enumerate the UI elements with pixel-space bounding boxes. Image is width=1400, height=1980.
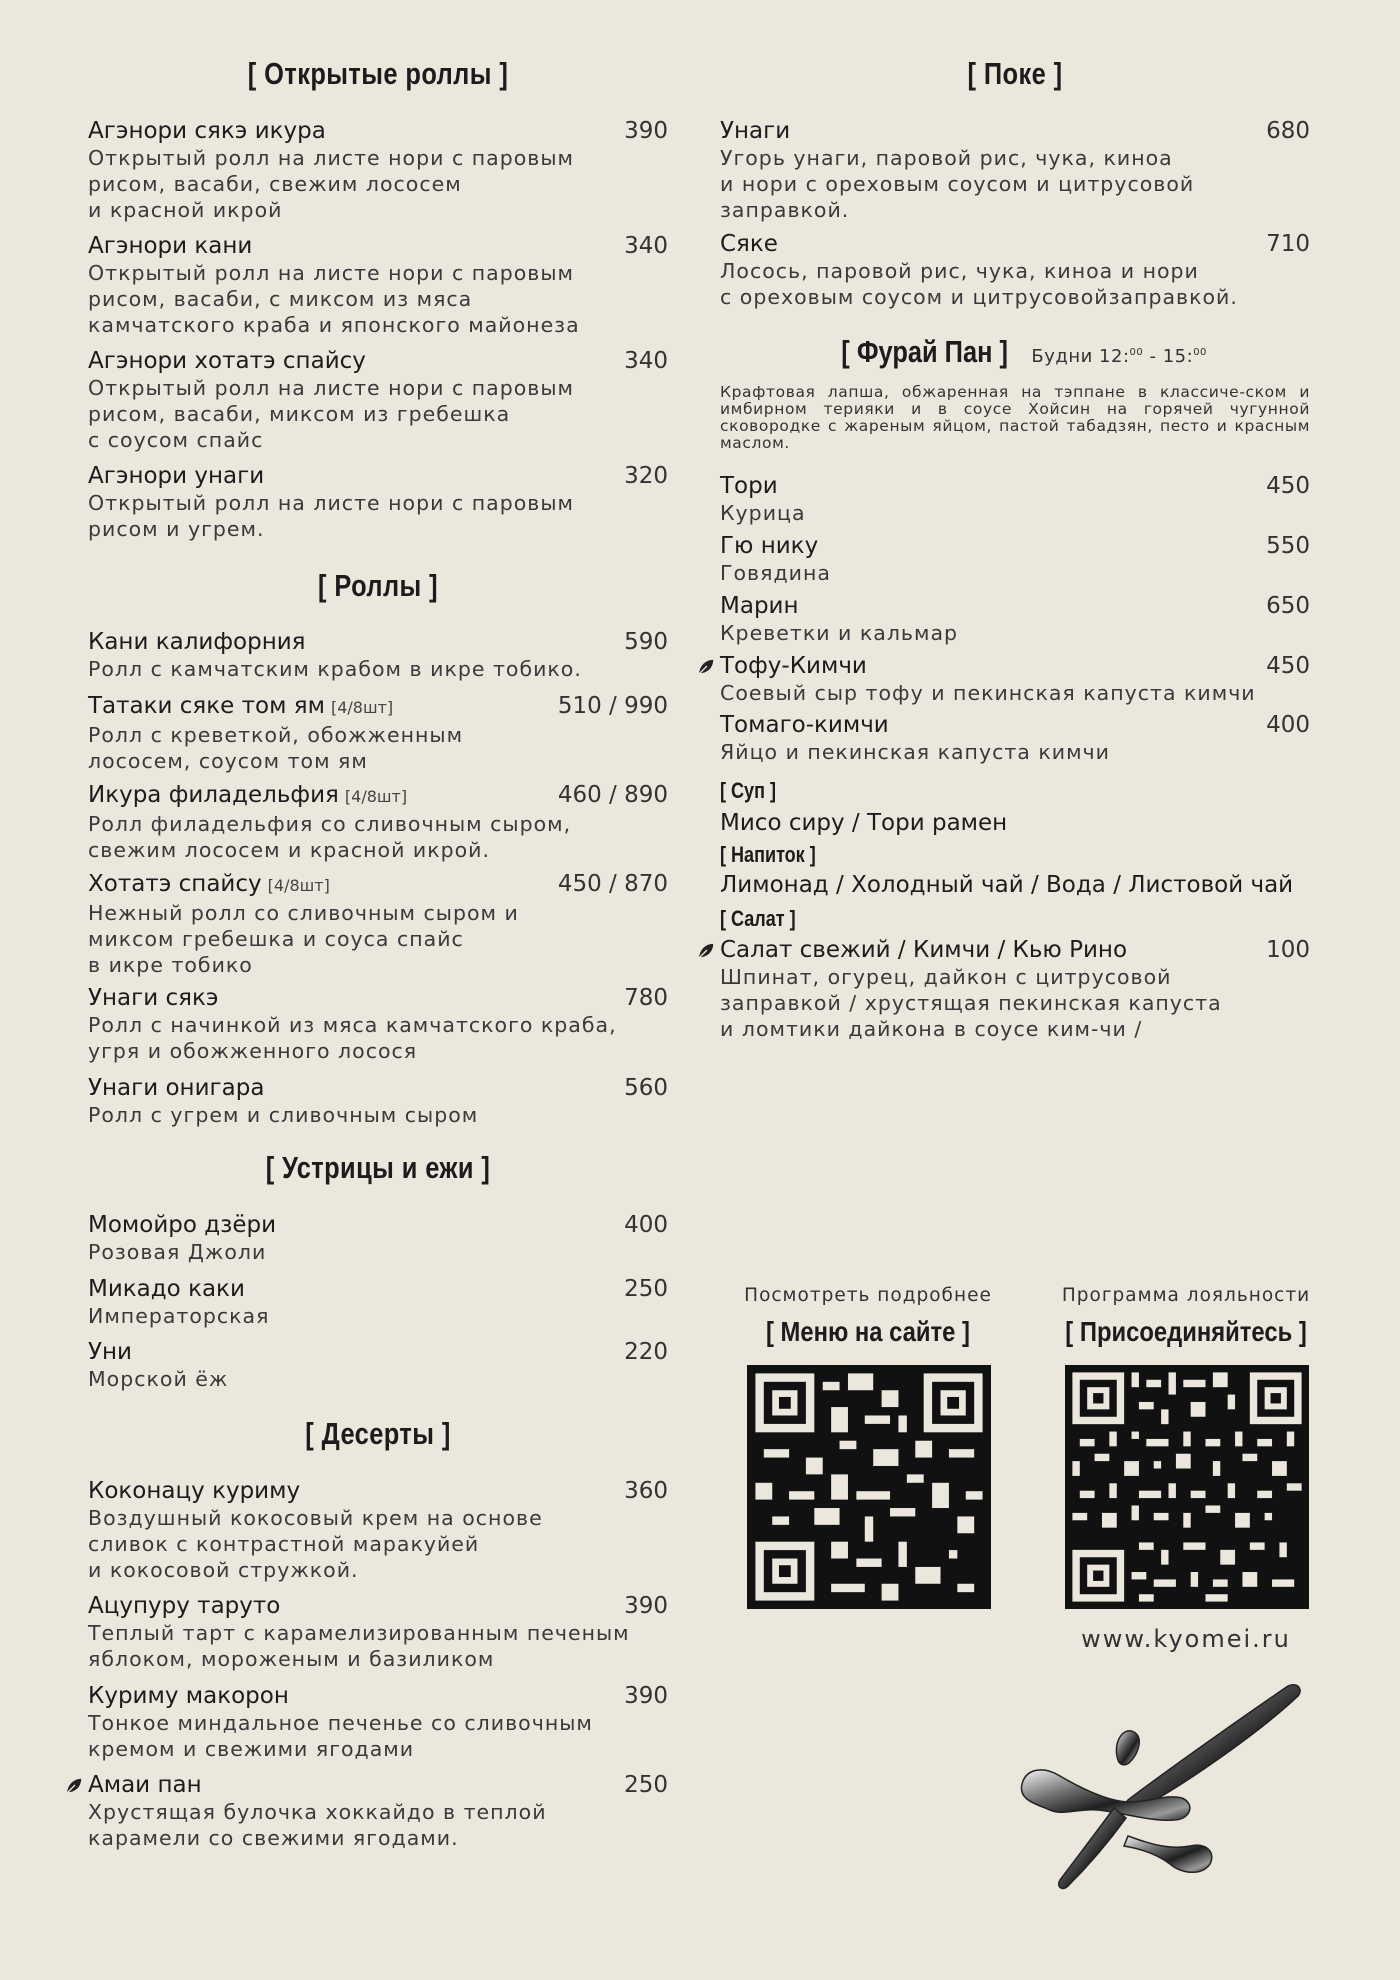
item-price: 320: [624, 463, 668, 489]
item-price: 650: [1266, 593, 1310, 619]
menu-item: [88, 1682, 668, 1762]
item-description: Соевый сыр тофу и пекинская капуста кимчи: [720, 681, 1256, 705]
menu-item: [88, 347, 668, 453]
site-caption: Посмотреть подробнее: [744, 1285, 992, 1306]
leaf-icon: [64, 1776, 84, 1796]
item-price: 400: [1266, 712, 1310, 738]
furai-pan-description: Крафтовая лапша, обжаренная на тэппане в классиче-ском и имбирном терияки и в соусе Хойсин на горячей чугунной сковородке с жареным яйцом, пастой табадзян, песто и красным маслом.: [720, 383, 1310, 452]
menu-item: [88, 1477, 668, 1583]
menu-item: [88, 1074, 668, 1128]
item-description: Яйцо и пекинская капуста кимчи: [720, 740, 1110, 764]
menu-item: [88, 1211, 668, 1265]
item-name: Салат свежий / Кимчи / Кью Рино: [720, 937, 1128, 963]
item-description: Креветки и кальмар: [720, 621, 959, 645]
item-description: Тонкое миндальное печенье со сливочным кремом и свежими ягодами: [88, 1711, 593, 1761]
item-price: 680: [1266, 118, 1310, 144]
menu-item: [88, 1338, 668, 1392]
salad-label: [ Салат ]: [720, 906, 796, 931]
menu-item: [720, 592, 1310, 646]
item-description: Курица: [720, 501, 806, 525]
menu-item: [88, 232, 668, 338]
item-pieces: [4/8шт]: [344, 787, 408, 806]
item-name: Кани калифорния: [88, 629, 306, 655]
item-description: Ролл с камчатским крабом в икре тобико.: [88, 657, 582, 681]
section-title-poke: [ Поке ]: [967, 56, 1063, 91]
item-description: Лосось, паровой рис, чука, киноа и нори с ореховым соусом и цитрусовойзаправкой.: [720, 259, 1238, 309]
item-name: Агэнори хотатэ спайсу: [88, 348, 366, 374]
menu-item: [88, 117, 668, 223]
menu-item: [720, 230, 1310, 310]
section-title-desserts: [ Десерты ]: [305, 1416, 451, 1451]
item-price: 780: [624, 985, 668, 1011]
item-description: Открытый ролл на листе нори с паровым рисом и угрем.: [88, 491, 574, 541]
item-description: Хрустящая булочка хоккайдо в теплой карамели со свежими ягодами.: [88, 1800, 547, 1850]
item-description: Ролл с начинкой из мяса камчатского краба, угря и обожженного лосося: [88, 1013, 617, 1063]
item-description: Ролл с угрем и сливочным сыром: [88, 1103, 479, 1127]
item-description: Угорь унаги, паровой рис, чука, киноа и нори с ореховым соусом и цитрусовой заправкой.: [720, 146, 1195, 222]
item-description: Императорская: [88, 1304, 270, 1328]
item-description: Открытый ролл на листе нори с паровым рисом, васаби, свежим лососем и красной икрой: [88, 146, 574, 222]
item-name: Ацупуру тарутo: [88, 1593, 281, 1619]
item-name: Амаи пан: [88, 1772, 202, 1798]
item-name: Марин: [720, 593, 799, 619]
section-title-open-rolls: [ Открытые роллы ]: [247, 56, 509, 91]
item-price: 560: [624, 1075, 668, 1101]
item-description: Ролл филадельфия со сливочным сыром, свежим лососем и красной икрой.: [88, 812, 572, 862]
menu-item: [88, 628, 668, 682]
item-description: Розовая Джоли: [88, 1240, 267, 1264]
item-price: 390: [624, 1683, 668, 1709]
menu-item: [88, 781, 668, 863]
website-url[interactable]: www.kyomei.ru: [1081, 1625, 1291, 1653]
item-description: Открытый ролл на листе нори с паровым рисом, васаби, с миксом из мяса камчатского краба и японского майонеза: [88, 261, 580, 337]
item-price: 220: [624, 1339, 668, 1365]
item-price: 710: [1266, 231, 1310, 257]
menu-item: [88, 1592, 668, 1672]
item-name: Унаги: [720, 118, 791, 144]
leaf-icon: [696, 941, 716, 961]
item-description: Нежный ролл со сливочным сыром и миксом гребешка и соуса спайс в икре тобико: [88, 901, 519, 977]
item-description: Воздушный кокосовый крем на основе сливок с контрастной маракуйей и кокосовой стружкой.: [88, 1506, 543, 1582]
menu-item: [720, 936, 1310, 1042]
item-pieces: [4/8шт]: [267, 876, 330, 895]
item-name: Сяке: [720, 231, 778, 257]
menu-item: [720, 652, 1310, 706]
item-name: Куриму макорон: [88, 1683, 289, 1709]
item-price: 450 / 870: [557, 871, 668, 897]
menu-item: [720, 117, 1310, 223]
item-name: Томаго-кимчи: [720, 712, 889, 738]
item-price: 250: [624, 1772, 668, 1798]
item-price: 100: [1266, 937, 1310, 963]
menu-item: [88, 870, 668, 978]
item-price: 250: [624, 1276, 668, 1302]
menu-item: [720, 532, 1310, 586]
menu-item: [88, 984, 668, 1064]
item-name: Тори: [720, 473, 778, 499]
item-name: Агэнори сякэ икура: [88, 118, 326, 144]
item-description: Говядина: [720, 561, 831, 585]
item-price: 340: [624, 348, 668, 374]
leaf-icon: [696, 657, 716, 677]
item-price: 400: [624, 1212, 668, 1238]
item-price: 550: [1266, 533, 1310, 559]
item-price: 360: [624, 1478, 668, 1504]
item-description: Открытый ролл на листе нори с паровым рисом, васаби, миксом из гребешка с соусом спайс: [88, 376, 574, 452]
furai-pan-hours: Будни 12:$^{00}$ - 15:$^{00}$: [1031, 346, 1207, 367]
item-name: Хотатэ спайсу [4/8шт]: [88, 871, 330, 897]
item-price: 390: [624, 118, 668, 144]
menu-item: [88, 462, 668, 542]
menu-item: [720, 472, 1310, 526]
menu-item: [720, 711, 1310, 765]
item-name: Татаки сяке том ям [4/8шт]: [88, 693, 394, 719]
item-name: Агэнори унаги: [88, 463, 265, 489]
item-description: Морской ёж: [88, 1367, 229, 1391]
soup-label: [ Суп ]: [720, 778, 777, 803]
chopsticks-logo-icon: [1020, 1680, 1310, 1905]
qr-code-menu[interactable]: [747, 1365, 991, 1609]
section-title-furai-pan: [ Фурай Пан ] Будни 12:$^{00}$ - 15:$^{00}$: [841, 334, 1207, 369]
item-description: Ролл с креветкой, обожженным лососем, соусом том ям: [88, 723, 464, 773]
item-name: Агэнори кани: [88, 233, 253, 259]
item-name: Унаги сякэ: [88, 985, 219, 1011]
section-title-rolls: [ Роллы ]: [318, 568, 438, 603]
item-name: Микадо каки: [88, 1276, 245, 1302]
menu-item: [88, 1771, 668, 1851]
item-name: Момойро дзёри: [88, 1212, 277, 1238]
item-name: Икура филадельфия [4/8шт]: [88, 782, 408, 808]
loyalty-caption: Программа лояльности: [1061, 1285, 1311, 1306]
item-price: 460 / 890: [557, 782, 668, 808]
site-title: [ Меню на сайте ]: [766, 1316, 970, 1347]
item-price: 450: [1266, 473, 1310, 499]
item-price: 340: [624, 233, 668, 259]
item-description: Теплый тарт с карамелизированным печеным яблоком, мороженым и базиликом: [88, 1621, 630, 1671]
item-description: Шпинат, огурец, дайкон с цитрусовой заправкой / хрустящая пекинская капуста и ломтики дайкона в соусе ким-чи /: [720, 965, 1222, 1041]
drink-label: [ Напиток ]: [720, 842, 816, 867]
item-price: 510 / 990: [557, 693, 668, 719]
item-price: 590: [624, 629, 668, 655]
item-name: Уни: [88, 1339, 133, 1365]
item-pieces: [4/8шт]: [330, 698, 394, 717]
item-name: Унаги онигара: [88, 1075, 265, 1101]
item-price: 390: [624, 1593, 668, 1619]
loyalty-title: [ Присоединяйтесь ]: [1065, 1316, 1307, 1347]
section-title-oysters: [ Устрицы и ежи ]: [265, 1150, 491, 1185]
item-name: Тофу-Кимчи: [720, 653, 867, 679]
menu-item: [88, 1275, 668, 1329]
item-name: Гю нику: [720, 533, 819, 559]
item-name: Коконацу куриму: [88, 1478, 301, 1504]
drink-options: Лимонад / Холодный чай / Вода / Листовой чай: [720, 872, 1294, 898]
item-price: 450: [1266, 653, 1310, 679]
soup-options: Мисо сиру / Тори рамен: [720, 810, 1008, 836]
qr-code-loyalty[interactable]: [1065, 1365, 1309, 1609]
menu-item: [88, 692, 668, 774]
